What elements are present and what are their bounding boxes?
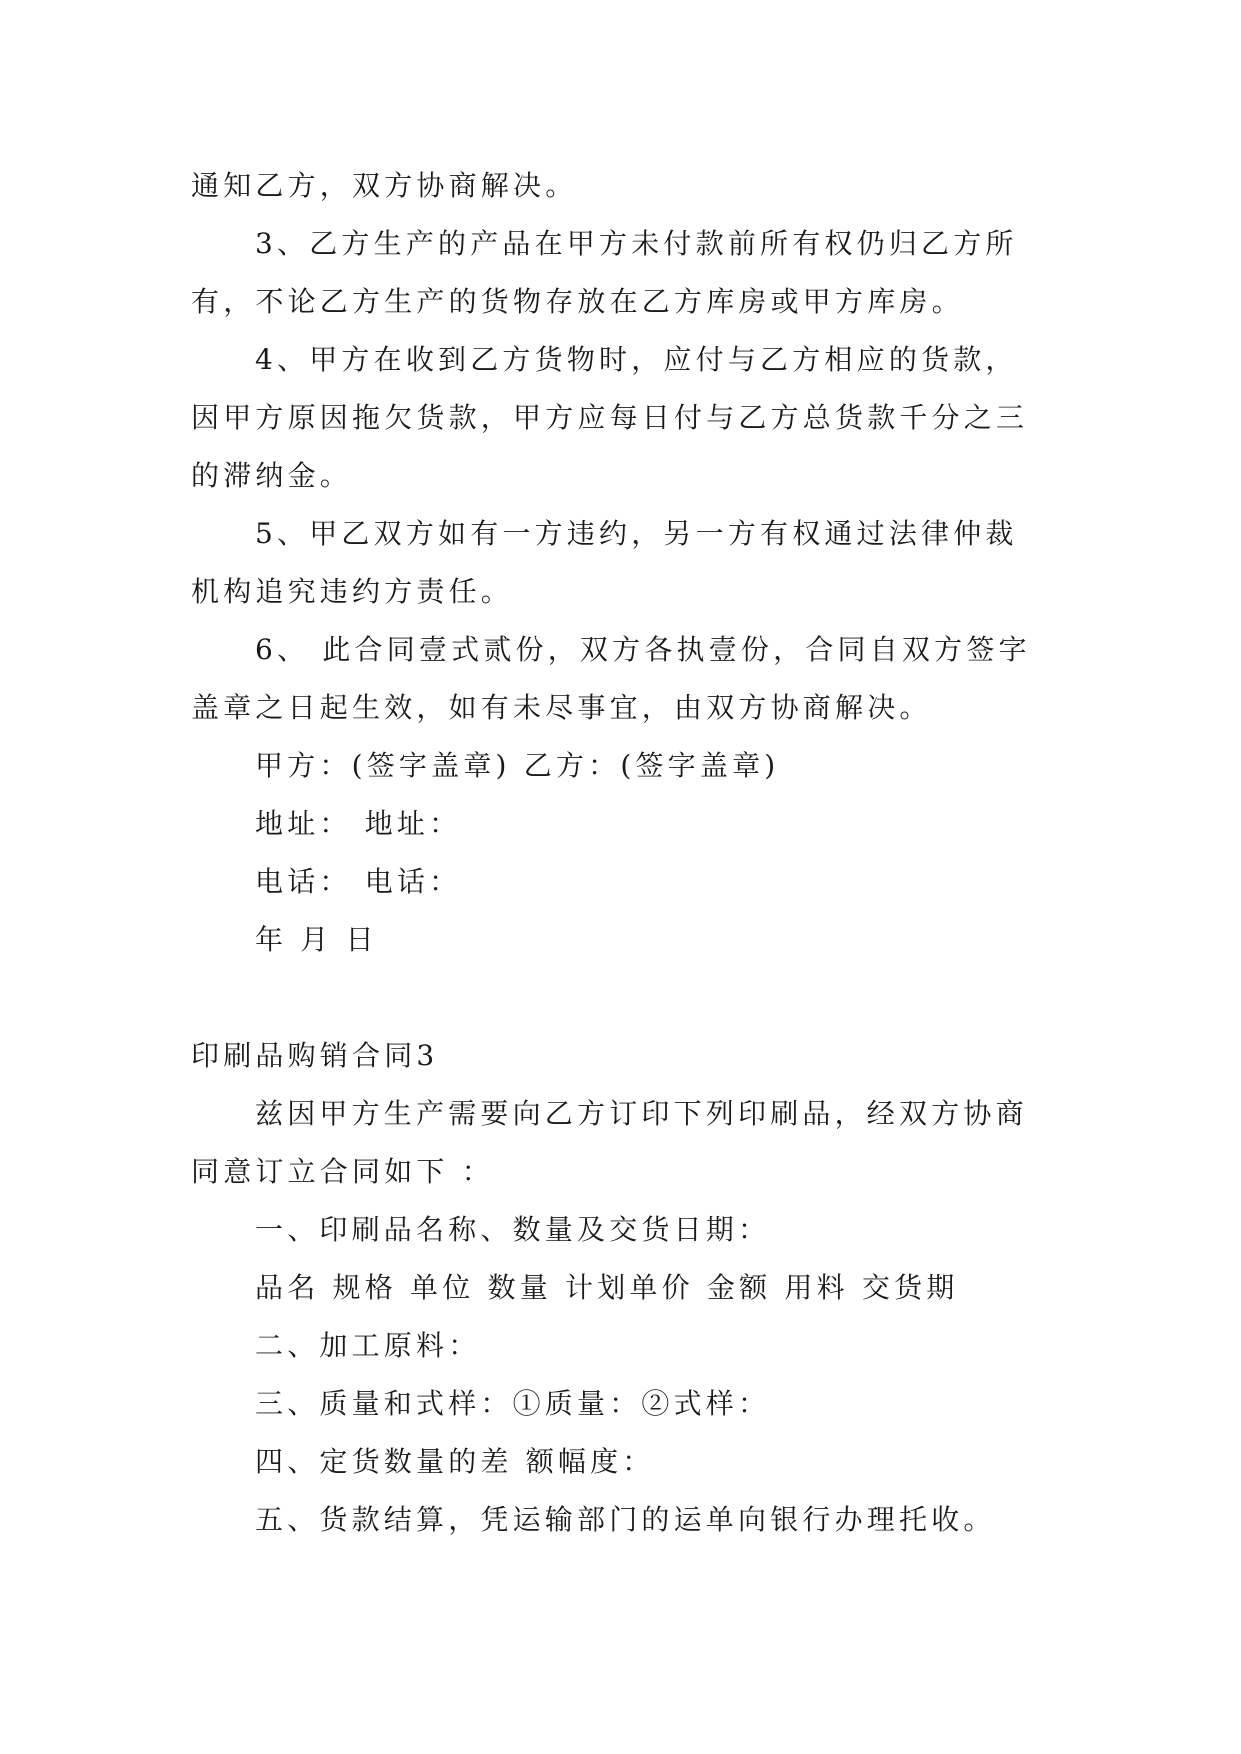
clause-5-line-2: 机构追究违约方责任。 bbox=[191, 575, 514, 608]
clause-3-line-1: 3、乙方生产的产品在甲方未付款前所有权仍归乙方所 bbox=[255, 227, 1018, 260]
item-columns-line: 品名 规格 单位 数量 计划单价 金额 用料 交货期 bbox=[255, 1271, 959, 1304]
section-4-heading: 四、定货数量的差 额幅度： bbox=[255, 1445, 655, 1478]
preamble-line-2: 同意订立合同如下 ： bbox=[191, 1155, 494, 1188]
section-1-heading: 一、印刷品名称、数量及交货日期： bbox=[255, 1213, 771, 1246]
section-2-heading: 二、加工原料： bbox=[255, 1329, 481, 1362]
section-5-heading: 五、货款结算，凭运输部门的运单向银行办理托收。 bbox=[255, 1503, 996, 1536]
contract-title: 印刷品购销合同3 bbox=[191, 1039, 439, 1072]
preamble-line-1: 兹因甲方生产需要向乙方订印下列印刷品，经双方协商 bbox=[255, 1097, 1028, 1130]
phone-line: 电话： 电话： bbox=[255, 865, 462, 898]
clause-3-line-2: 有，不论乙方生产的货物存放在乙方库房或甲方库房。 bbox=[191, 285, 964, 318]
clause-5-line-1: 5、甲乙双方如有一方违约，另一方有权通过法律仲裁 bbox=[255, 517, 1018, 550]
address-line: 地址： 地址： bbox=[255, 807, 462, 840]
section-3-heading: 三、质量和式样：①质量：②式样： bbox=[255, 1387, 771, 1420]
clause-6-line-2: 盖章之日起生效，如有未尽事宜，由双方协商解决。 bbox=[191, 691, 932, 724]
text-line: 通知乙方，双方协商解决。 bbox=[191, 169, 578, 202]
clause-4-line-1: 4、甲方在收到乙方货物时，应付与乙方相应的货款， bbox=[255, 343, 1018, 376]
clause-4-line-3: 的滞纳金。 bbox=[191, 459, 353, 492]
date-line: 年 月 日 bbox=[255, 923, 378, 956]
signature-line: 甲方：(签字盖章) 乙方：(签字盖章) bbox=[255, 749, 780, 782]
clause-4-line-2: 因甲方原因拖欠货款，甲方应每日付与乙方总货款千分之三 bbox=[191, 401, 1029, 434]
clause-6-line-1: 6、 此合同壹式贰份，双方各执壹份，合同自双方签字 bbox=[255, 633, 1031, 666]
blank-line bbox=[191, 969, 1051, 1027]
document-body bbox=[191, 157, 1051, 1549]
